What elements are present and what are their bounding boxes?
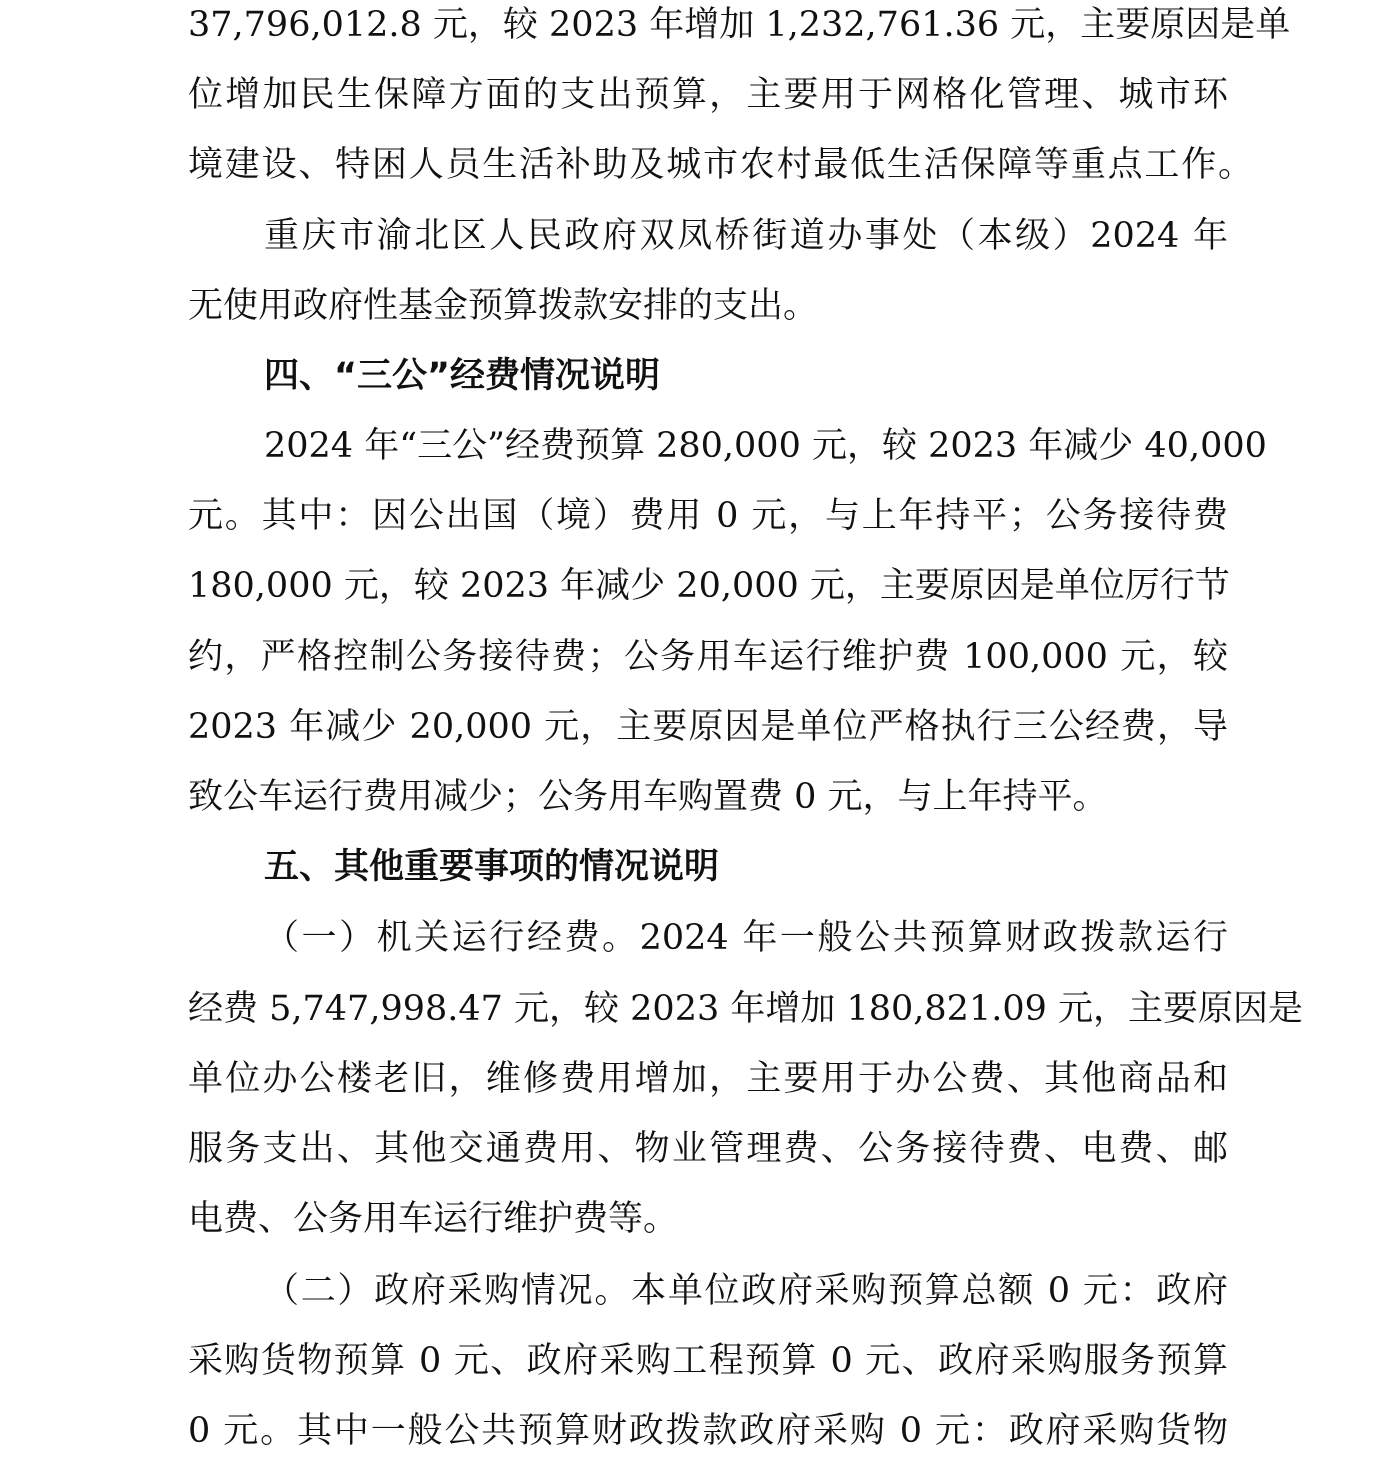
paragraph-line: 境建设、特困人员生活补助及城市农村最低生活保障等重点工作。	[188, 145, 1253, 185]
paragraph-line: 采购货物预算 0 元、政府采购工程预算 0 元、政府采购服务预算	[188, 1341, 1228, 1381]
paragraph-line: 2023 年减少 20,000 元，主要原因是单位严格执行三公经费，导	[188, 707, 1228, 747]
paragraph-line: 180,000 元，较 2023 年减少 20,000 元，主要原因是单位厉行节	[188, 566, 1230, 606]
paragraph-line: 重庆市渝北区人民政府双凤桥街道办事处（本级）2024 年	[264, 216, 1228, 256]
section-heading: 四、“三公”经费情况说明	[264, 356, 661, 396]
paragraph-line: 无使用政府性基金预算拨款安排的支出。	[188, 286, 819, 326]
paragraph-line: 0 元。其中一般公共预算财政拨款政府采购 0 元：政府采购货物	[188, 1411, 1228, 1451]
paragraph-line: 电费、公务用车运行维护费等。	[188, 1199, 679, 1239]
paragraph-line: 位增加民生保障方面的支出预算，主要用于网格化管理、城市环	[188, 75, 1228, 115]
paragraph-line: 37,796,012.8 元，较 2023 年增加 1,232,761.36 元，主要原因是单	[188, 5, 1291, 45]
paragraph-line: 元。其中：因公出国（境）费用 0 元，与上年持平；公务接待费	[188, 496, 1228, 536]
paragraph-line: （二）政府采购情况。本单位政府采购预算总额 0 元：政府	[264, 1271, 1228, 1311]
paragraph-line: 服务支出、其他交通费用、物业管理费、公务接待费、电费、邮	[188, 1129, 1228, 1169]
paragraph-line: 2024 年“三公”经费预算 280,000 元，较 2023 年减少 40,000	[264, 426, 1267, 466]
paragraph-line: （一）机关运行经费。2024 年一般公共预算财政拨款运行	[264, 918, 1228, 958]
paragraph-line: 单位办公楼老旧，维修费用增加，主要用于办公费、其他商品和	[188, 1059, 1228, 1099]
paragraph-line: 致公车运行费用减少；公务用车购置费 0 元，与上年持平。	[188, 777, 1108, 817]
paragraph-line: 约，严格控制公务接待费；公务用车运行维护费 100,000 元，较	[188, 637, 1228, 677]
paragraph-line: 经费 5,747,998.47 元，较 2023 年增加 180,821.09 元，主要原因是	[188, 989, 1304, 1029]
section-heading: 五、其他重要事项的情况说明	[264, 847, 720, 887]
